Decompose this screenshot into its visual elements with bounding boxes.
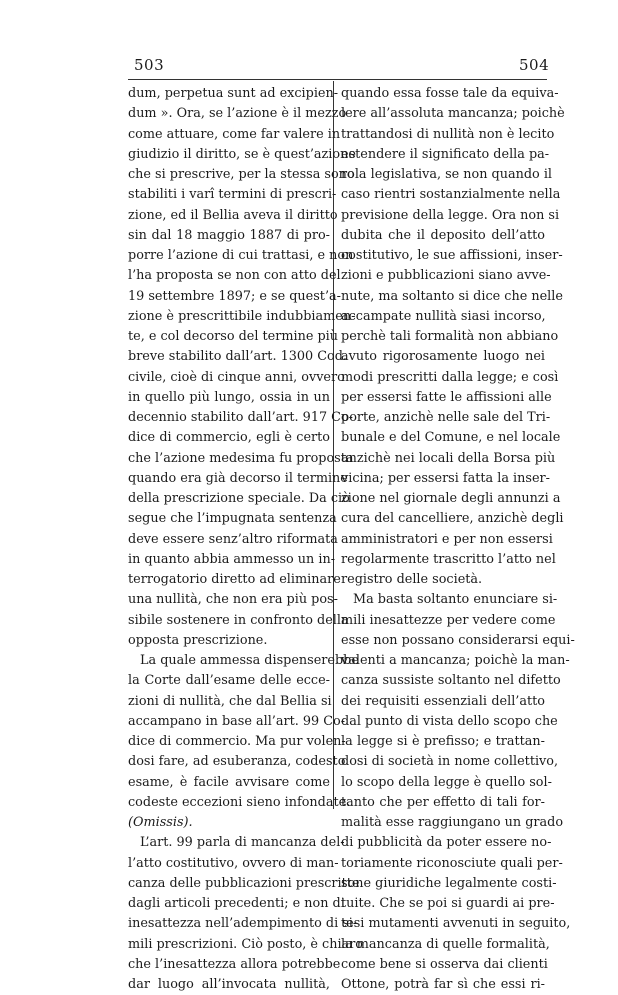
text-line: inesattezza nell’adempimento di si- (128, 916, 358, 932)
text-line: mili inesattezze per vedere come (341, 612, 556, 628)
text-line: che l’inesattezza allora potrebbe (128, 956, 341, 972)
text-line: che si prescrive, per la stessa sono (128, 167, 355, 182)
text-line: l’ha proposta se non con atto del (128, 268, 341, 284)
text-line: malità esse raggiungano un grado (341, 815, 564, 830)
text-line: come bene si osserva dai clienti (341, 956, 548, 972)
text-line: 19 settembre 1897; e se quest’a- (128, 288, 341, 304)
page-number-left: 503 (134, 56, 165, 74)
text-line: della prescrizione speciale. Da ciò (128, 491, 350, 506)
text-line: amministratori e per non essersi (341, 531, 553, 547)
text-line: modi prescritti dalla legge; e così (341, 369, 559, 385)
text-line: dosi di società in nome collettivo, (341, 754, 559, 770)
text-line: che l’azione medesima fu proposta (128, 450, 354, 466)
text-line: avuto rigorosamente luogo nei (341, 349, 545, 365)
text-line: per essersi fatte le affissioni alle (341, 389, 552, 405)
text-line: segue che l’impugnata sentenza (128, 511, 337, 527)
text-line: sone giuridiche legalmente costi- (341, 875, 557, 891)
text-line: la legge si è prefisso; e trattan- (341, 734, 545, 749)
text-line: zioni di nullità, che dal Bellia si (128, 693, 332, 709)
text-line: dice di commercio, egli è certo (128, 430, 330, 446)
right-text-column (341, 84, 575, 995)
text-line: accampate nullità siasi incorso, (341, 308, 546, 324)
text-line: lo scopo della legge è quello sol- (341, 774, 552, 790)
text-line: opposta prescrizione. (128, 632, 268, 648)
text-line: caso rientri sostanzialmente nella (341, 187, 561, 203)
text-line: lere all’assoluta mancanza; poichè (341, 106, 565, 122)
text-line: trattandosi di nullità non è lecito (341, 126, 555, 142)
text-line: cura del cancelliere, anzichè degli (341, 511, 564, 527)
text-line: estendere il significato della pa- (341, 146, 550, 162)
text-line: valenti a mancanza; poichè la man- (341, 653, 570, 668)
text-line: l’atto costitutivo, ovvero di man- (128, 855, 339, 871)
text-line: quando essa fosse tale da equiva- (341, 86, 559, 101)
text-line: porte, anzichè nelle sale del Tri- (341, 410, 551, 425)
header-rule (128, 79, 547, 80)
text-line: vicina; per essersi fatta la inser- (341, 470, 550, 486)
text-line: rola legislativa, se non quando il (341, 167, 552, 182)
text-line: canza sussiste soltanto nel difetto (341, 673, 561, 689)
text-line: Ma basta soltanto enunciare si- (353, 592, 558, 608)
text-line: civile, cioè di cinque anni, ovvero (128, 369, 345, 385)
text-line: tanto che per effetto di tali for- (341, 794, 545, 810)
text-line: in quello più lungo, ossia in un (128, 389, 330, 405)
page-number-right: 504 (519, 56, 550, 74)
text-line: anzichè nei locali della Borsa più (341, 450, 556, 466)
text-line: di pubblicità da poter essere no- (341, 835, 552, 851)
text-line: sin dal 18 maggio 1887 di pro- (128, 227, 330, 243)
text-line: zione, ed il Bellia aveva il diritto (128, 207, 338, 223)
text-line: bunale e del Comune, e nel locale (341, 430, 561, 446)
text-line: decennio stabilito dall’art. 917 Co- (128, 410, 353, 425)
text-line: La quale ammessa dispenserebbe (140, 653, 359, 668)
text-line: perchè tali formalità non abbiano (341, 329, 559, 344)
text-line: dum, perpetua sunt ad excipien- (128, 86, 339, 101)
text-line: Ottone, potrà far sì che essi ri- (341, 977, 545, 992)
text-line: dei requisiti essenziali dell’atto (341, 693, 545, 709)
text-line: previsione della legge. Ora non si (341, 207, 560, 223)
text-line: dice di commercio. Ma pur volen- (128, 734, 346, 749)
text-line: terrogatorio diretto ad eliminare (128, 572, 341, 587)
text-line: nute, ma soltanto si dice che nelle (341, 288, 563, 304)
text-line: come attuare, come far valere in (128, 126, 341, 142)
text-line: zioni e pubblicazioni siano avve- (341, 268, 551, 284)
text-line: stabiliti i varî termini di prescri- (128, 187, 337, 203)
text-line: te, e col decorso del termine più (128, 329, 339, 344)
text-line: dum ». Ora, se l’azione è il mezzo (128, 106, 347, 122)
text-line: dubita che il deposito dell’atto (341, 227, 545, 243)
text-line: la Corte dall’esame delle ecce- (128, 673, 330, 689)
text-line: breve stabilito dall’art. 1300 Cod. (128, 349, 347, 365)
text-line: zione nel giornale degli annunzi a (341, 491, 561, 506)
text-line: dosi fare, ad esuberanza, codesto (128, 754, 346, 770)
text-line: dal punto di vista dello scopo che (341, 713, 558, 729)
text-line: giudizio il diritto, se è quest’azione (128, 146, 356, 162)
text-line: toriamente riconosciute quali per- (341, 855, 563, 871)
text-line: una nullità, che non era più pos- (128, 592, 338, 608)
text-line: sibile sostenere in confronto della (128, 612, 349, 628)
text-line: tuite. Che se poi si guardi ai pre- (341, 896, 555, 911)
text-line: esame, è facile avvisare come (128, 774, 330, 790)
text-line: (Omissis). (128, 815, 193, 830)
text-line: deve essere senz’altro riformata (128, 531, 338, 547)
text-line: L’art. 99 parla di mancanza del- (140, 835, 345, 851)
text-line: la mancanza di quelle formalità, (341, 936, 550, 952)
text-line: quando era già decorso il termine (128, 470, 348, 486)
text-line: registro delle società. (341, 572, 483, 587)
text-line: dagli articoli precedenti; e non di (128, 896, 345, 911)
text-line: zione è prescrittibile indubbiamen- (128, 308, 356, 324)
text-line: tesi mutamenti avvenuti in seguito, (341, 916, 571, 932)
text-line: regolarmente trascritto l’atto nel (341, 551, 556, 567)
text-line: costitutivo, le sue affissioni, inser- (341, 248, 563, 263)
text-line: canza delle pubblicazioni prescritte (128, 875, 360, 891)
text-line: codeste eccezioni sieno infondate. (128, 794, 351, 810)
left-text-column (128, 84, 364, 995)
text-line: porre l’azione di cui trattasi, e non (128, 248, 354, 263)
text-line: accampano in base all’art. 99 Co- (128, 713, 346, 729)
text-line: esse non possano considerarsi equi- (341, 632, 575, 648)
text-line: mili prescrizioni. Ciò posto, è chiaro (128, 936, 364, 952)
text-line: dar luogo all’invocata nullità, (128, 977, 330, 992)
text-line: in quanto abbia ammesso un in- (128, 551, 336, 567)
